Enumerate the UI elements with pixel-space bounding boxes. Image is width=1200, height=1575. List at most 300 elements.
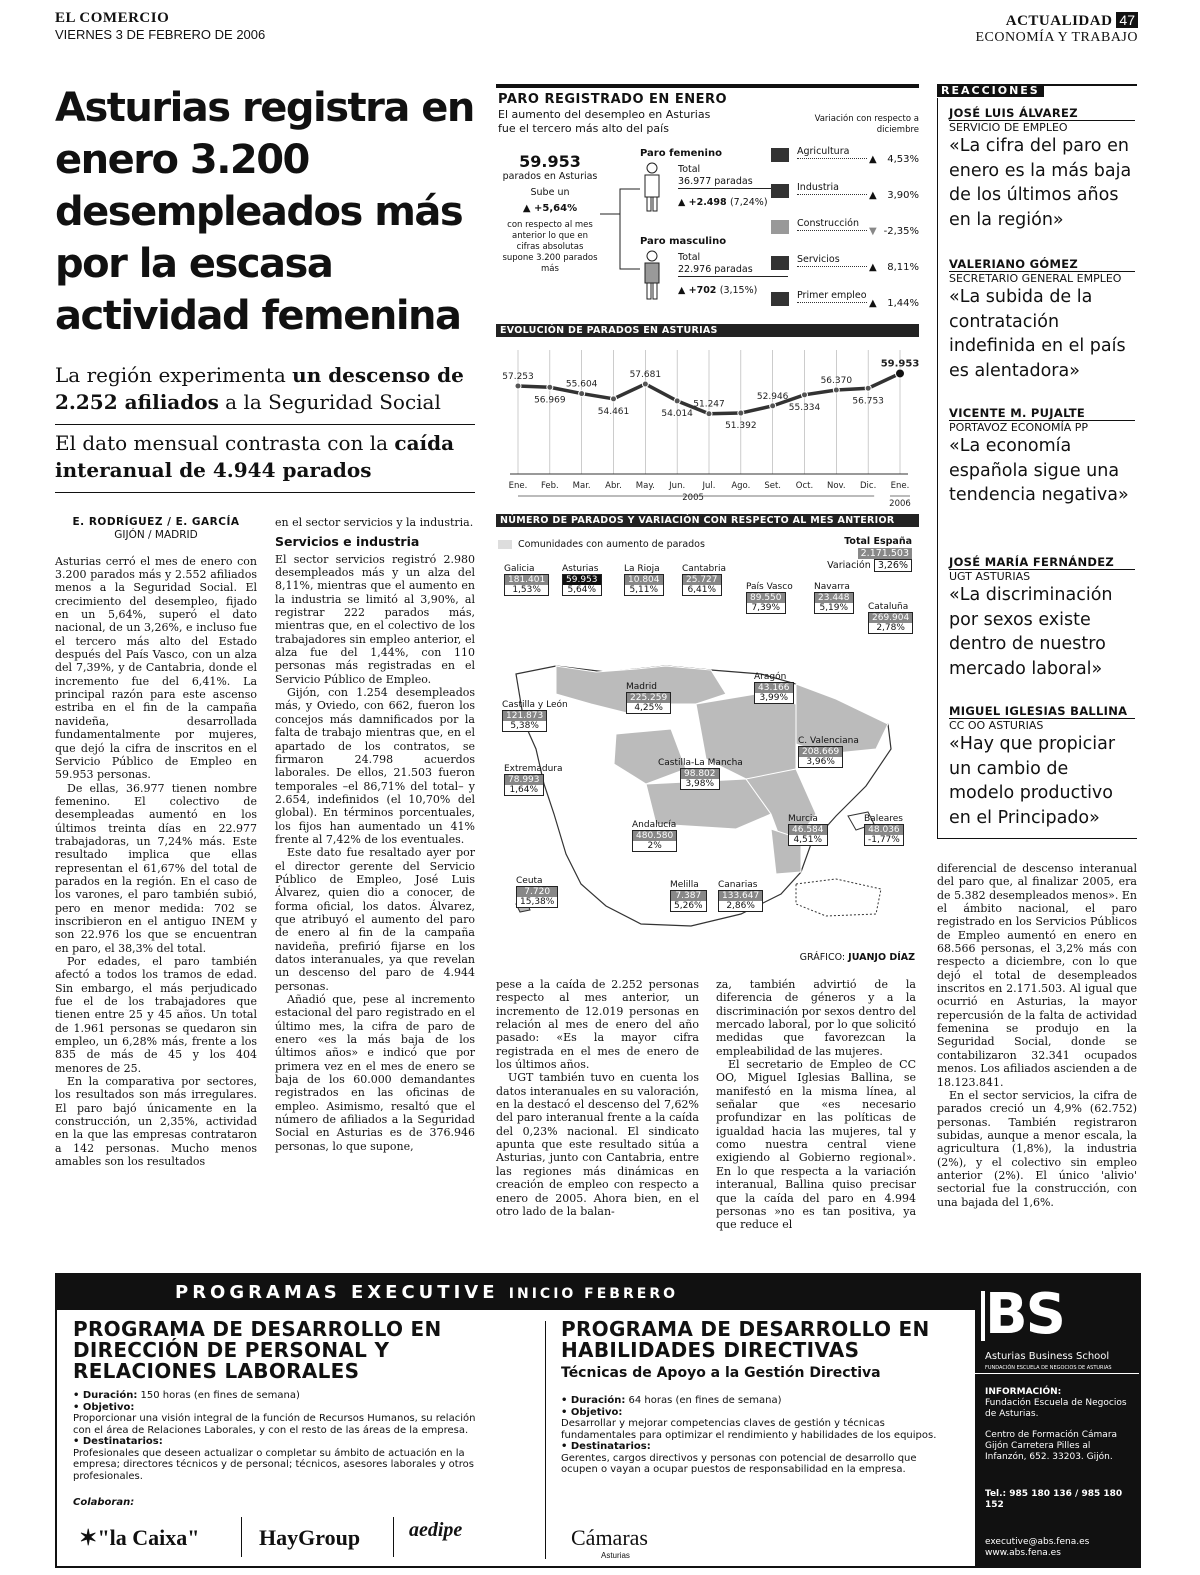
subheadline-1: [55, 362, 475, 416]
region-name: Navarra: [814, 582, 850, 592]
reaction-item: [949, 704, 1135, 830]
reactions-left-rule: [937, 98, 938, 838]
reaction-name: VICENTE M. PUJALTE: [949, 406, 1135, 421]
up-arrow-icon: ▲: [869, 154, 877, 165]
up-arrow-icon: ▲: [869, 190, 877, 201]
region-andalucia: [632, 820, 677, 852]
subsection-name: ECONOMÍA Y TRABAJO: [975, 30, 1138, 45]
region-name: Cantabria: [682, 564, 726, 574]
info-org: Fundación Escuela de Negocios de Asturias.: [985, 1398, 1127, 1419]
school-panel: [975, 1275, 1139, 1566]
tick-label: Oct.: [795, 481, 814, 491]
sponsor-sub: Asturias: [601, 1551, 630, 1560]
female-label: Paro femenino: [640, 148, 722, 159]
reactions-bottom-rule: [937, 838, 1137, 839]
variation-header: Variación con respecto a diciembre: [814, 114, 919, 135]
region-canarias: [718, 880, 763, 912]
female-total: 36.977 paradas: [678, 176, 788, 189]
ad-banner-title: PROGRAMAS EXECUTIVE: [175, 1282, 499, 1303]
region-pct: 5,26%: [671, 901, 706, 911]
region-value: 121.873: [503, 711, 546, 721]
reaction-name: VALERIANO GÓMEZ: [949, 257, 1135, 272]
advertisement: [55, 1273, 1141, 1568]
brick-icon: [771, 220, 789, 234]
program-2-audience: [561, 1441, 941, 1453]
region-value: 23.448: [815, 593, 853, 603]
region-pct: 3,99%: [755, 693, 793, 703]
region-galicia: [504, 564, 549, 596]
paragraph: Por edades, el paro también afectó a todos los tramos de edad. Sin embargo, el más perjudicado fue el de los trabajadores que tienen entre 25 y 45 años. Un total de 1.961 personas se quedaron sin empleo, un 6,28% más, frente a los 835 de más de 45 y los 404 menores de 25.: [55, 955, 257, 1075]
panel-rule: [975, 1373, 1139, 1374]
rise-label: Sube un: [530, 187, 570, 198]
region-pct: 5,64%: [563, 585, 601, 595]
region-box: [504, 774, 544, 796]
subheadline-1-end: a la Seguridad Social: [218, 390, 441, 414]
school-subname: FUNDACIÓN ESCUELA DE NEGOCIOS DE ASTURIAS: [985, 1365, 1112, 1371]
region-value: 269.904: [869, 613, 912, 623]
data-point: [547, 384, 553, 390]
reaction-role: UGT ASTURIAS: [949, 570, 1031, 583]
up-arrow-icon: ▲: [869, 298, 877, 309]
region-name: La Rioja: [624, 564, 660, 574]
paragraph: El secretario de Empleo de CC OO, Miguel Iglesias Ballina, se manifestó en la misma línea, al señalar que «es necesario profundizar en las políticas de igualdad hacia las mujeres, tal y como nuestra central viene exigiendo al Gobierno regional». En lo que respecta a la variación interanual, Ballina quiso precisar que la caída del paro en 4.994 personas »no es tan positiva, ya que reduce el: [716, 1058, 916, 1232]
region-box: [754, 682, 794, 704]
male-total-label: Total: [678, 252, 701, 263]
infographic: [496, 84, 919, 968]
reaction-name: JOSÉ MARÍA FERNÁNDEZ: [949, 555, 1135, 570]
paragraph: En la comparativa por sectores, los resultados son más irregulares. El paro bajó únicamente en la construcción, un 2,35%, actividad en la que las empresas contrataron a 142 personas. Mucho menos amables son los resultados: [55, 1075, 257, 1169]
camaras-logo: [571, 1525, 648, 1560]
reaction-item: [949, 406, 1135, 508]
region-name: País Vasco: [746, 582, 793, 592]
reaction-quote: «La economía española sigue una tendencia negativa»: [949, 436, 1129, 505]
data-point: [579, 391, 585, 397]
asturias-total: 59.953: [519, 152, 581, 171]
reaction-role: SECRETARIO GENERAL EMPLEO: [949, 272, 1122, 285]
program-2-subtitle: Técnicas de Apoyo a la Gestión Directiva: [561, 1365, 881, 1381]
region-value: 480.580: [633, 831, 676, 841]
program-1-duration: [73, 1390, 493, 1402]
services-icon: [771, 256, 789, 270]
up-arrow-icon: ▲: [869, 262, 877, 273]
reaction-role: PORTAVOZ ECONOMÍA PP: [949, 421, 1089, 434]
ad-banner-subtitle: INICIO FEBRERO: [508, 1286, 678, 1302]
male-unemployment: [640, 236, 758, 296]
data-point: [802, 392, 808, 398]
sector-name: Agricultura: [797, 146, 867, 159]
region-name: Andalucía: [632, 820, 677, 830]
spain-var-label: Variación: [827, 560, 871, 571]
sector-value: 1,44%: [887, 298, 919, 309]
data-point: [738, 410, 744, 416]
region-box: [632, 830, 677, 852]
paragraph: diferencial de descenso interanual del paro que, al finalizar 2005, era de 5.382 desempleados menos». En el ámbito nacional, el paro registrado en los Servicios Públicos de Empleo aumentó en enero en 68.566 personas, el 3,2% más con respecto a diciembre, con lo que dejó el total de desempleados inscritos en 2.171.503. Al igual que ocurrió en Asturias, la mayor repercusión de la falta de actividad femenina se produjo en la Seguridad Social, donde se contabilizaron 32.341 ocupados menos. Los afiliados ascienden a de 18.123.841.: [937, 862, 1137, 1089]
logo-bar: [981, 1291, 985, 1341]
paragraph: Gijón, con 1.254 desempleados más, y Oviedo, con 662, fueron los concejos más damnificados por la falta de trabajo mientras que, en el apartado de los contratos, se firmaron 24.798 acuerdos laborales. De ellos, 21.503 fueron temporales –el 86,71% del total– y 2.654, indefinidos (el 10,70% del global). En términos porcentuales, los fijos han aumentado un 41% frente al 7,42% de los eventuales.: [275, 686, 475, 846]
region-name: Castilla-La Mancha: [658, 758, 743, 768]
byline-place: GIJÓN / MADRID: [114, 529, 198, 542]
legend-swatch: [498, 540, 512, 549]
subheadline-1-bold: un descenso de 2.252 afiliados: [55, 363, 464, 414]
label: • Destinatarios:: [73, 1436, 163, 1447]
data-label: 51.392: [725, 421, 757, 432]
region-asturias: [562, 564, 602, 596]
data-point: [896, 369, 905, 378]
male-change: +702: [688, 285, 717, 296]
info-address: Centro de Formación Cámara Gijón Carretera Pilles al Infanzón, 652. 33203. Gijón.: [985, 1430, 1118, 1462]
male-label: Paro masculino: [640, 236, 727, 247]
down-arrow-icon: ▼: [869, 226, 877, 237]
collaborators-label: Colaboran:: [73, 1497, 135, 1508]
paragraph: za, también advirtió de la diferencia de géneros y a la discriminación por sexos dentro del mercado laboral, por lo que solicitó medidas que favorezcan la empleabilidad de las mujeres.: [716, 978, 916, 1058]
region-name: Baleares: [864, 814, 903, 824]
section-name: ACTUALIDAD: [1005, 13, 1113, 29]
paragraph: pese a la caída de 2.252 personas respecto al mes anterior, un incremento de 12.019 personas en relación al mes de enero del año pasado: «Es la mayor cifra registrada en el mes de enero de los últimos años.: [496, 978, 699, 1072]
data-label: 56.969: [534, 395, 566, 406]
info-phone: Tel.: 985 180 136 / 985 180 152: [985, 1489, 1123, 1510]
evolution-chart-title: EVOLUCIÓN DE PARADOS EN ASTURIAS: [496, 324, 919, 337]
school-name: Asturias Business School: [985, 1351, 1110, 1362]
region-box: [788, 824, 828, 846]
sector-list: [771, 146, 919, 326]
region-value: 46.584: [789, 825, 827, 835]
region-pct: 1,64%: [505, 785, 543, 795]
region-name: Aragón: [754, 672, 787, 682]
sponsor-divider: [241, 1517, 242, 1557]
region-box: [624, 574, 664, 596]
male-figure-icon: [640, 250, 664, 300]
region-pct: 1,53%: [505, 585, 548, 595]
article-column-3: [496, 978, 699, 1218]
data-label: 51.247: [693, 399, 725, 410]
female-total-label: Total: [678, 164, 701, 175]
sector-row: [771, 290, 919, 326]
article-column-5: [937, 862, 1137, 1209]
region-aragon: [754, 672, 794, 704]
reaction-item: [949, 555, 1135, 681]
factory-icon: [771, 184, 789, 198]
region-cataluna: [868, 602, 913, 634]
value: 64 horas (en fines de semana): [625, 1395, 782, 1406]
sector-row: [771, 182, 919, 218]
region-name: Castilla y León: [502, 700, 568, 710]
reactions-sidebar: [937, 84, 1137, 840]
article-column-1: [55, 516, 257, 1169]
program-2-objective-text: Desarrollar y mejorar competencias claves de gestión y técnicas fundamentales para optimizar el rendimiento y habilidades de los equipos.: [561, 1418, 937, 1441]
data-point: [865, 385, 871, 391]
region-name: Asturias: [562, 564, 599, 574]
paragraph: Añadió que, pese al incremento estacional del paro registrado en el último mes, la cifra de paro de enero «es la más baja de los últimos años» e indicó que por primera vez en el mes de enero se baja de los 60.000 demandantes registrados en las oficinas de empleo. Asimismo, resaltó que el número de afiliados a la Seguridad Social en Asturias es de 376.946 personas, lo que supone,: [275, 993, 475, 1153]
info-web[interactable]: www.abs.fena.es: [985, 1548, 1061, 1558]
data-label: 56.753: [852, 396, 884, 407]
asturias-total-label: parados en Asturias: [502, 171, 598, 182]
year-label: 2005: [682, 493, 704, 503]
connector-lines: [600, 184, 640, 304]
region-value: 78.993: [505, 775, 543, 785]
region-castilla-leon: [502, 700, 568, 732]
paragraph: UGT también tuvo en cuenta los datos interanuales en su valoración, en la destacó el descenso del 7,62% del paro interanual frente a la caída del 0,23% nacional. El sindicato apunta que este resultado sitúa a Asturias, junto con Cantabria, entre las regiones más dinámicas en creación de empleo con respecto a enero de 2005. Ahora bien, en el otro lado de la balan-: [496, 1071, 699, 1218]
female-unemployment: [640, 148, 768, 208]
newspaper-name: EL COMERCIO: [55, 10, 170, 26]
sector-name: Construcción: [797, 218, 867, 231]
label: • Destinatarios:: [561, 1441, 651, 1452]
paragraph: El sector servicios registró 2.980 desempleados más y un alza del 8,11%, mientras que el aumento en la industria se limitó al 3,90%, al registrar 222 parados más, mientras que, en el colectivo de los trabajadores sin empleo anterior, el alza fue del 1,44%, con 110 personas más registradas en el Servicio Público de Empleo.: [275, 552, 475, 686]
credit-name: JUANJO DÍAZ: [848, 952, 915, 963]
issue-date: VIERNES 3 DE FEBRERO DE 2006: [55, 27, 266, 42]
reaction-name: MIGUEL IGLESIAS BALLINA: [949, 704, 1135, 719]
label: • Objetivo:: [73, 1401, 135, 1413]
region-box: [864, 824, 904, 846]
region-c-valenciana: [798, 736, 859, 768]
section-heading: Servicios e industria: [275, 534, 420, 550]
spain-total-label: Total España: [844, 536, 912, 547]
region-box: [680, 768, 720, 790]
data-label: 54.014: [661, 408, 693, 419]
region-box: [502, 710, 547, 732]
region-box: [718, 890, 763, 912]
data-point: [611, 396, 617, 402]
program-1-objective-text: Proporcionar una visión integral de la función de Recursos Humanos, su relación con el área de Relaciones Laborales, y con el resto de las áreas de la empresa.: [73, 1413, 476, 1436]
female-change: +2.498: [688, 197, 727, 208]
la-caixa-logo: [79, 1525, 199, 1551]
region-value: 98.802: [681, 769, 719, 779]
region-la-rioja: [624, 564, 664, 596]
evolution-line-chart: [496, 340, 919, 510]
map-legend: [498, 539, 705, 551]
paragraph: Este dato fue resaltado ayer por el director gerente del Servicio Público de Empleo, José Luis Álvarez, quien dio a conocer, de forma oficial, los datos. Álvarez, que atribuyó el aumento del paro de enero al fin de la campaña navideña, prefirió fijarse en los datos interanuales, ya que revelan un descenso del paro de 4.944 personas.: [275, 846, 475, 993]
region-box: [868, 612, 913, 634]
tick-label: Ene.: [508, 481, 528, 491]
region-value: 7.387: [671, 891, 706, 901]
tick-label: Ago.: [731, 481, 751, 491]
school-logo: BS: [985, 1282, 1065, 1347]
reaction-name: JOSÉ LUIS ÁLVAREZ: [949, 106, 1135, 121]
credit-label: GRÁFICO:: [799, 952, 849, 963]
info-label: INFORMACIÓN:: [985, 1387, 1062, 1397]
tick-label: Feb.: [540, 481, 559, 491]
infographic-subtitle: [498, 108, 710, 136]
program-2-details: [561, 1395, 941, 1476]
tick-label: Jul.: [702, 481, 716, 491]
region-name: Canarias: [718, 880, 758, 890]
region-castilla-la-mancha: [658, 758, 743, 790]
region-pct: 2,86%: [719, 901, 762, 911]
spain-total: 2.171.503: [858, 548, 912, 559]
program-2-title: PROGRAMA DE DESARROLLO EN HABILIDADES DIRECTIVAS: [561, 1317, 930, 1362]
reaction-item: [949, 257, 1135, 383]
male-change-pct: (3,15%): [719, 285, 758, 296]
region-box: [562, 574, 602, 596]
region-extremadura: [504, 764, 563, 796]
region-pct: 3,98%: [681, 779, 719, 789]
article-column-4: [716, 978, 916, 1232]
value: 150 horas (en fines de semana): [137, 1390, 300, 1401]
region-value: 25.727: [683, 575, 721, 585]
sector-value: 4,53%: [887, 154, 919, 165]
region-box: [798, 746, 843, 768]
data-label: 55.604: [565, 379, 598, 390]
region-pct: -1,77%: [865, 835, 903, 845]
region-ceuta: [516, 876, 558, 908]
region-name: Cataluña: [868, 602, 909, 612]
paragraph: En el sector servicios, la cifra de parados creció un 4,9% (62.752) personas. También registraron subidas, aunque a menor escala, la agricultura (1,8%), la industria (2%), y el colectivo sin empleo anterior (2%). El único 'alivio' sectorial fue la construcción, con una bajada del 1,6%.: [937, 1088, 1137, 1209]
tick-label: Mar.: [572, 481, 591, 491]
sector-name: Industria: [797, 182, 867, 195]
sponsor-name: "la Caixa": [97, 1525, 200, 1550]
data-label: 54.461: [597, 406, 630, 417]
data-point: [833, 387, 839, 393]
sector-row: [771, 218, 919, 254]
data-label: 57.681: [629, 369, 662, 380]
region-value: 7.720: [517, 887, 557, 897]
region-value: 43.166: [755, 683, 793, 693]
region-value: 59.953: [563, 575, 601, 585]
reaction-role: SERVICIO DE EMPLEO: [949, 121, 1068, 134]
subtitle-line-2: fue el tercero más alto del país: [498, 122, 669, 135]
divider: [55, 492, 475, 493]
tick-label: Dic.: [860, 481, 877, 491]
paragraph: en el sector servicios y la industria.: [275, 516, 474, 529]
tick-label: Set.: [764, 481, 782, 491]
sector-value: 8,11%: [887, 262, 919, 273]
region-pct: 15,38%: [517, 897, 557, 907]
paragraph: De ellas, 36.977 tienen nombre femenino. El colectivo de desempleadas aumentó en los últimos treinta días en 22.977 trabajadoras, un 7,24% más. Este resultado implica que ellas representan el 61,67% del total de parados en la región. En el caso de los varones, el paro también subió, pero en menor medida: 702 se inscribieron en el antiguo INEM y son 22.976 los que se encuentran en paro, el 38,3% del total.: [55, 781, 257, 955]
program-2-objective: [561, 1407, 941, 1419]
page-header-right: [976, 10, 1139, 46]
region-value: 225.259: [627, 693, 670, 703]
tick-label: May.: [635, 481, 655, 491]
program-2-audience-text: Gerentes, cargos directivos y personas con potencial de desarrollo que ocupen o vayan a ocupar puestos de responsabilidad en la empresa.: [561, 1452, 917, 1475]
aedipe-logo: aedipe: [409, 1519, 463, 1541]
female-change-pct: (7,24%): [729, 197, 768, 208]
up-arrow-icon: ▲: [678, 197, 689, 208]
byline: [55, 516, 257, 543]
tick-label: Nov.: [827, 481, 846, 491]
program-2: [561, 1319, 941, 1476]
sponsor-divider: [393, 1517, 394, 1557]
region-box: [670, 890, 707, 912]
region-pct: 4,51%: [789, 835, 827, 845]
program-1-audience: [73, 1436, 493, 1448]
school-info: [985, 1387, 1133, 1559]
region-name: Murcia: [788, 814, 818, 824]
page-header-left: [55, 10, 265, 42]
graphic-credit: [800, 952, 915, 964]
region-pct: 5,38%: [503, 721, 546, 731]
region-box: [504, 574, 549, 596]
data-point: [770, 403, 776, 409]
reactions-header: REACCIONES: [937, 84, 1044, 97]
region-box: [682, 574, 722, 596]
sector-value: -2,35%: [883, 226, 919, 237]
up-arrow-icon: ▲: [522, 203, 535, 214]
region-pct: 2%: [633, 841, 676, 851]
headline: Asturias registra en enero 3.200 desempleados más por la escasa actividad femenina: [55, 85, 474, 339]
region-value: 89.550: [747, 593, 785, 603]
data-label: 59.953: [880, 358, 919, 370]
rise-note: con respecto al mes anterior lo que en cifras absolutas supone 3.200 parados más: [502, 220, 598, 274]
infographic-top-rule: [496, 84, 919, 88]
asturias-total-box: [500, 152, 600, 275]
byline-names: E. RODRÍGUEZ / E. GARCÍA: [72, 516, 240, 528]
map-title: NÚMERO DE PARADOS Y VARIACIÓN CON RESPECTO AL MES ANTERIOR: [496, 514, 919, 527]
tick-label: Abr.: [605, 481, 622, 491]
region-navarra: [814, 582, 854, 614]
region-value: 48.036: [865, 825, 903, 835]
region-name: Melilla: [670, 880, 699, 890]
region-name: Extremadura: [504, 764, 563, 774]
female-figure-icon: [640, 162, 664, 212]
subheadline-2-bold: caída interanual de 4.944 parados: [55, 431, 455, 482]
article-column-2: [275, 516, 475, 1153]
program-1-details: [73, 1390, 493, 1482]
info-email[interactable]: executive@abs.fena.es: [985, 1537, 1090, 1547]
region-name: Madrid: [626, 682, 657, 692]
rise-value: +5,64%: [534, 203, 578, 214]
spain-var: 3,26%: [874, 559, 912, 572]
subheadline-2-part: El dato mensual contrasta con la: [55, 431, 395, 455]
region-value: 10.804: [625, 575, 663, 585]
data-label: 55.334: [788, 402, 821, 413]
reaction-quote: «Hay que propiciar un cambio de modelo productivo en el Principado»: [949, 734, 1116, 828]
star-icon: ✶: [79, 1525, 98, 1550]
region-cantabria: [682, 564, 726, 596]
region-baleares: [864, 814, 904, 846]
region-pct: 4,25%: [627, 703, 670, 713]
region-name: Ceuta: [516, 876, 543, 886]
region-pct: 5,19%: [815, 603, 853, 613]
region-pct: 6,41%: [683, 585, 721, 595]
region-box: [814, 592, 854, 614]
subheadline-1-part: La región experimenta: [55, 363, 293, 387]
data-label: 56.370: [820, 376, 853, 387]
ad-banner: [57, 1275, 975, 1310]
tick-label: Ene.: [890, 481, 910, 491]
data-point: [674, 398, 680, 404]
reaction-quote: «La subida de la contratación indefinida en el país es alentadora»: [949, 287, 1126, 381]
data-point: [706, 411, 712, 417]
sponsor-logos: [73, 1515, 543, 1561]
data-point: [515, 383, 521, 389]
reaction-quote: «La cifra del paro en enero es la más baja de los últimos años en la región»: [949, 136, 1132, 230]
region-pct: 5,11%: [625, 585, 663, 595]
subheadline-2: [55, 430, 475, 484]
label: • Duración:: [561, 1395, 626, 1406]
up-arrow-icon: ▲: [678, 285, 689, 296]
map-legend-label: Comunidades con aumento de parados: [518, 539, 705, 550]
tractor-icon: [771, 148, 789, 162]
rise-value-row: [500, 203, 600, 214]
ad-column-divider: [545, 1321, 546, 1559]
data-point: [642, 381, 648, 387]
data-label: 52.946: [756, 391, 789, 402]
program-1-objective: [73, 1402, 493, 1414]
region-pais-vasco: [746, 582, 793, 614]
region-melilla: [670, 880, 707, 912]
region-name: Galicia: [504, 564, 535, 574]
region-value: 133.647: [719, 891, 762, 901]
tick-label: Jun.: [669, 481, 686, 491]
sector-name: Servicios: [797, 254, 867, 267]
label: • Duración:: [73, 1390, 138, 1401]
label: • Objetivo:: [561, 1406, 623, 1418]
divider: [55, 424, 475, 425]
sponsor-name: Cámaras: [571, 1525, 648, 1550]
region-name: C. Valenciana: [798, 736, 859, 746]
sector-value: 3,90%: [887, 190, 919, 201]
program-1: [73, 1319, 493, 1482]
region-madrid: [626, 682, 671, 714]
